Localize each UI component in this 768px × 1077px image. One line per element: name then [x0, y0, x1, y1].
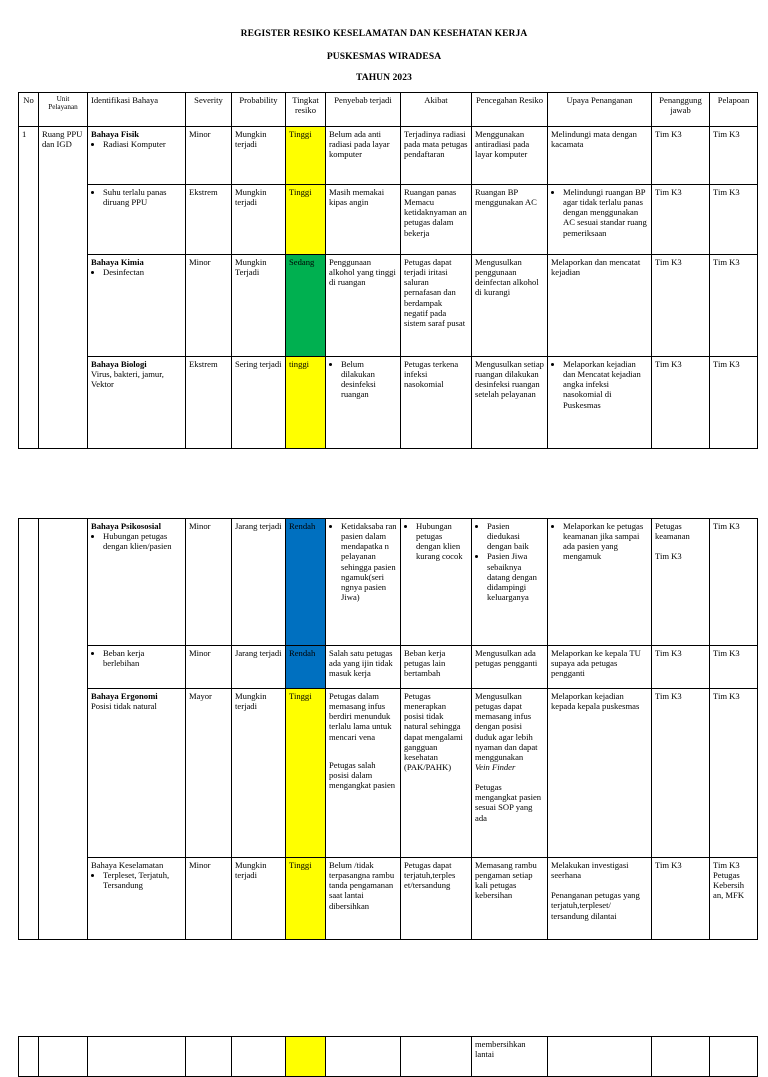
- pj-cell: Tim K3: [652, 858, 710, 940]
- prevention-cell: [472, 519, 548, 646]
- severity-cell: Ekstrem: [186, 185, 232, 255]
- col-header-pj: Penanggung jawab: [652, 93, 710, 127]
- col-header-upaya: Upaya Penanganan: [548, 93, 652, 127]
- hazard-cell: [88, 689, 186, 858]
- prevention-cell: Mengusulkan setiap ruangan dilakukan desinfeksi ruangan setelah pelayanan: [472, 357, 548, 449]
- table-row: [19, 1037, 758, 1077]
- probability-cell: Mungkin terjadi: [232, 185, 286, 255]
- cause-item: • Belum dilakukan desinfeksi ruangan: [341, 359, 397, 400]
- effect-cell: Beban kerja petugas lain bertambah: [401, 646, 472, 689]
- effect-cell: Petugas terkena infeksi nasokomial: [401, 357, 472, 449]
- handling-item: • Melindungi ruangan BP agar tidak terlalu panas dengan menggunakan AC sesuai standar ruang pemeriksaan: [563, 187, 648, 238]
- risk-level-cell: Tinggi: [286, 689, 326, 858]
- prevention-cell: Ruangan BP menggunakan AC: [472, 185, 548, 255]
- col-header-penyebab: Penyebab terjadi: [326, 93, 401, 127]
- table-row: [19, 689, 758, 858]
- cause-text: Petugas salah posisi dalam mengangkat pasien: [329, 759, 396, 790]
- risk-level-cell: Tinggi: [286, 858, 326, 940]
- hazard-cell: [88, 858, 186, 940]
- hazard-item: • Desinfectan: [103, 267, 182, 277]
- pj-line: Tim K3: [655, 551, 682, 562]
- pj-line: Petugas keamanan: [655, 521, 690, 542]
- probability-cell: Mungkin Terjadi: [232, 255, 286, 357]
- hazard-item: • Suhu terlalu panas diruang PPU: [103, 187, 182, 207]
- table-row: [19, 357, 758, 449]
- pj-cell: Tim K3: [652, 255, 710, 357]
- effect-cell: Terjadinya radiasi pada mata petugas pendaftaran: [401, 127, 472, 185]
- risk-register-table-page2: [18, 518, 758, 940]
- hazard-cell: [88, 127, 186, 185]
- table-row: [19, 646, 758, 689]
- pj-cell: Tim K3: [652, 646, 710, 689]
- prevention-item: • Pasien Jiwa sebaiknya datang dengan didampingi keluarganya: [487, 551, 544, 602]
- col-header-pencegahan: Pencegahan Resiko: [472, 93, 548, 127]
- col-header-akibat: Akibat: [401, 93, 472, 127]
- handling-cell: [548, 357, 652, 449]
- risk-level-cell: [286, 1037, 326, 1077]
- probability-cell: Mungkin terjadi: [232, 689, 286, 858]
- prevention-text: Petugas mengangkat pasien sesuai SOP yang ada: [475, 782, 542, 823]
- cause-cell: Masih memakai kipas angin: [326, 185, 401, 255]
- document-subtitle: PUSKESMAS WIRADESA: [326, 52, 442, 62]
- hazard-cell: [88, 519, 186, 646]
- document-title: REGISTER RESIKO KESELAMATAN DAN KESEHATAN KERJA: [240, 29, 528, 39]
- report-cell: Tim K3: [710, 519, 758, 646]
- hazard-item: • Terpleset, Terjatuh, Tersandung: [103, 870, 182, 890]
- document-year: TAHUN 2023: [356, 73, 412, 83]
- severity-cell: Minor: [186, 858, 232, 940]
- prevention-cell: Memasang rambu pengaman setiap kali petugas kebersihan: [472, 858, 548, 940]
- probability-cell: Jarang terjadi: [232, 646, 286, 689]
- hazard-category: Bahaya Biologi: [91, 359, 147, 369]
- hazard-cell: [88, 255, 186, 357]
- hazard-item: Posisi tidak natural: [91, 701, 157, 712]
- report-cell: Tim K3: [710, 255, 758, 357]
- prevention-text: Mengusulkan petugas dapat memasang infus dengan posisi duduk agar lebih nyaman dan dapat menggunakan: [475, 691, 538, 762]
- report-cell: [710, 858, 758, 940]
- hazard-item: • Beban kerja berlebihan: [103, 648, 182, 668]
- cause-cell: Belum /tidak terpasangna rambu tanda pengamanan saat lantai dibersihkan: [326, 858, 401, 940]
- col-header-unit: Unit Pelayanan: [39, 93, 88, 127]
- cause-item: • Ketidaksaba ran pasien dalam mendapatka n pelayanan sehingga pasien ngamuk(seri ngnya pasien Jiwa): [341, 521, 397, 602]
- risk-level-cell: Rendah: [286, 646, 326, 689]
- cause-cell: Penggunaan alkohol yang tinggi di ruangan: [326, 255, 401, 357]
- table-row: [19, 127, 758, 185]
- hazard-category: Bahaya Kimia: [91, 257, 144, 267]
- probability-cell: Sering terjadi: [232, 357, 286, 449]
- prevention-tool: Vein Finder: [475, 761, 516, 772]
- pj-cell: Tim K3: [652, 357, 710, 449]
- effect-cell: Petugas dapat terjadi iritasi saluran pernafasan dan berdampak negatif pada sistem saraf pusat: [401, 255, 472, 357]
- col-header-no: No: [19, 93, 39, 127]
- handling-cell: Melaporkan ke kepala TU supaya ada petugas pengganti: [548, 646, 652, 689]
- cause-cell: Belum ada anti radiasi pada layar komputer: [326, 127, 401, 185]
- pj-cell: Tim K3: [652, 185, 710, 255]
- risk-register-table-page3: [18, 1036, 758, 1077]
- table-row: [19, 858, 758, 940]
- severity-cell: Minor: [186, 646, 232, 689]
- pj-cell: Tim K3: [652, 689, 710, 858]
- risk-level-cell: Sedang: [286, 255, 326, 357]
- effect-cell: Petugas dapat terjatuh,terples et/tersandung: [401, 858, 472, 940]
- cause-cell: Salah satu petugas ada yang ijin tidak masuk kerja: [326, 646, 401, 689]
- risk-register-table-page1: [18, 92, 758, 449]
- report-cell: Tim K3: [710, 689, 758, 858]
- severity-cell: Minor: [186, 519, 232, 646]
- report-cell: Tim K3: [710, 127, 758, 185]
- table-header-row: [19, 93, 758, 127]
- cause-cell: [326, 689, 401, 858]
- report-cell: Tim K3: [710, 185, 758, 255]
- probability-cell: Mungkin terjadi: [232, 858, 286, 940]
- cause-cell: [326, 519, 401, 646]
- hazard-item: • Hubungan petugas dengan klien/pasien: [103, 531, 182, 551]
- prevention-cell: membersihkan lantai: [472, 1037, 548, 1077]
- severity-cell: Minor: [186, 127, 232, 185]
- effect-cell: Petugas menerapkan posisi tidak natural sehingga dapat mengalami gangguan kesehatan (PAK/PAHK): [401, 689, 472, 858]
- report-cell: Tim K3: [710, 646, 758, 689]
- severity-cell: Ekstrem: [186, 357, 232, 449]
- hazard-cell: [88, 185, 186, 255]
- handling-cell: [548, 185, 652, 255]
- unit-name: [39, 519, 88, 940]
- col-header-identifikasi: Identifikasi Bahaya: [88, 93, 186, 127]
- report-line: Tim K3: [713, 860, 740, 870]
- effect-cell: [401, 519, 472, 646]
- effect-item: • Hubungan petugas dengan klien kurang cocok: [416, 521, 468, 562]
- hazard-item: Virus, bakteri, jamur, Vektor: [91, 369, 164, 390]
- table-row: [19, 185, 758, 255]
- probability-cell: Mungkin terjadi: [232, 127, 286, 185]
- risk-level-cell: Tinggi: [286, 185, 326, 255]
- risk-level-cell: Rendah: [286, 519, 326, 646]
- handling-item: • Melaporkan ke petugas keamanan jika sampai ada pasien yang mengamuk: [563, 521, 648, 562]
- prevention-cell: Mengusulkan ada petugas pengganti: [472, 646, 548, 689]
- hazard-category: Bahaya Psikososial: [91, 521, 161, 531]
- risk-level-cell: tinggi: [286, 357, 326, 449]
- table-row: [19, 255, 758, 357]
- hazard-category: Bahaya Ergonomi: [91, 691, 158, 701]
- cause-text: Petugas dalam memasang infus berdiri menunduk terlalu lama untuk mencari vena: [329, 691, 392, 742]
- probability-cell: Jarang terjadi: [232, 519, 286, 646]
- hazard-item: • Radiasi Komputer: [103, 139, 182, 149]
- cause-cell: [326, 357, 401, 449]
- handling-item: • Melaporkan kejadian dan Mencatat kejadian angka infeksi nasokomial di Puskesmas: [563, 359, 648, 410]
- handling-text: Melakukan investigasi seerhana: [551, 860, 629, 881]
- prevention-cell: Menggunakan antiradiasi pada layar komputer: [472, 127, 548, 185]
- effect-cell: Ruangan panas Memacu ketidaknyaman an petugas dalam bekerja: [401, 185, 472, 255]
- prevention-cell: Mengusulkan penggunaan deinfectan alkohol di kurangi: [472, 255, 548, 357]
- hazard-cell: [88, 357, 186, 449]
- prevention-cell: [472, 689, 548, 858]
- table-row: [19, 519, 758, 646]
- handling-text: Penanganan petugas yang terjatuh,terpleset/ tersandung dilantai: [551, 890, 640, 921]
- severity-cell: Mayor: [186, 689, 232, 858]
- row-number: 1: [19, 127, 39, 449]
- prevention-item: • Pasien diedukasi dengan baik: [487, 521, 544, 551]
- hazard-category: Bahaya Keselamatan: [91, 860, 164, 870]
- unit-name: Ruang PPU dan IGD: [39, 127, 88, 449]
- hazard-category: Bahaya Fisik: [91, 129, 139, 139]
- handling-cell: Melindungi mata dengan kacamata: [548, 127, 652, 185]
- report-line: Petugas Kebersih an, MFK: [713, 870, 745, 901]
- col-header-probability: Probability: [232, 93, 286, 127]
- handling-cell: [548, 858, 652, 940]
- col-header-tingkat: Tingkat resiko: [286, 93, 326, 127]
- hazard-cell: [88, 646, 186, 689]
- pj-cell: Tim K3: [652, 127, 710, 185]
- handling-cell: Melaporkan dan mencatat kejadian: [548, 255, 652, 357]
- handling-cell: [548, 519, 652, 646]
- col-header-pelapoan: Pelapoan: [710, 93, 758, 127]
- row-number: [19, 519, 39, 940]
- report-cell: Tim K3: [710, 357, 758, 449]
- col-header-severity: Severity: [186, 93, 232, 127]
- handling-cell: Melaporkan kejadian kepada kepala puskesmas: [548, 689, 652, 858]
- pj-cell: [652, 519, 710, 646]
- severity-cell: Minor: [186, 255, 232, 357]
- risk-level-cell: Tinggi: [286, 127, 326, 185]
